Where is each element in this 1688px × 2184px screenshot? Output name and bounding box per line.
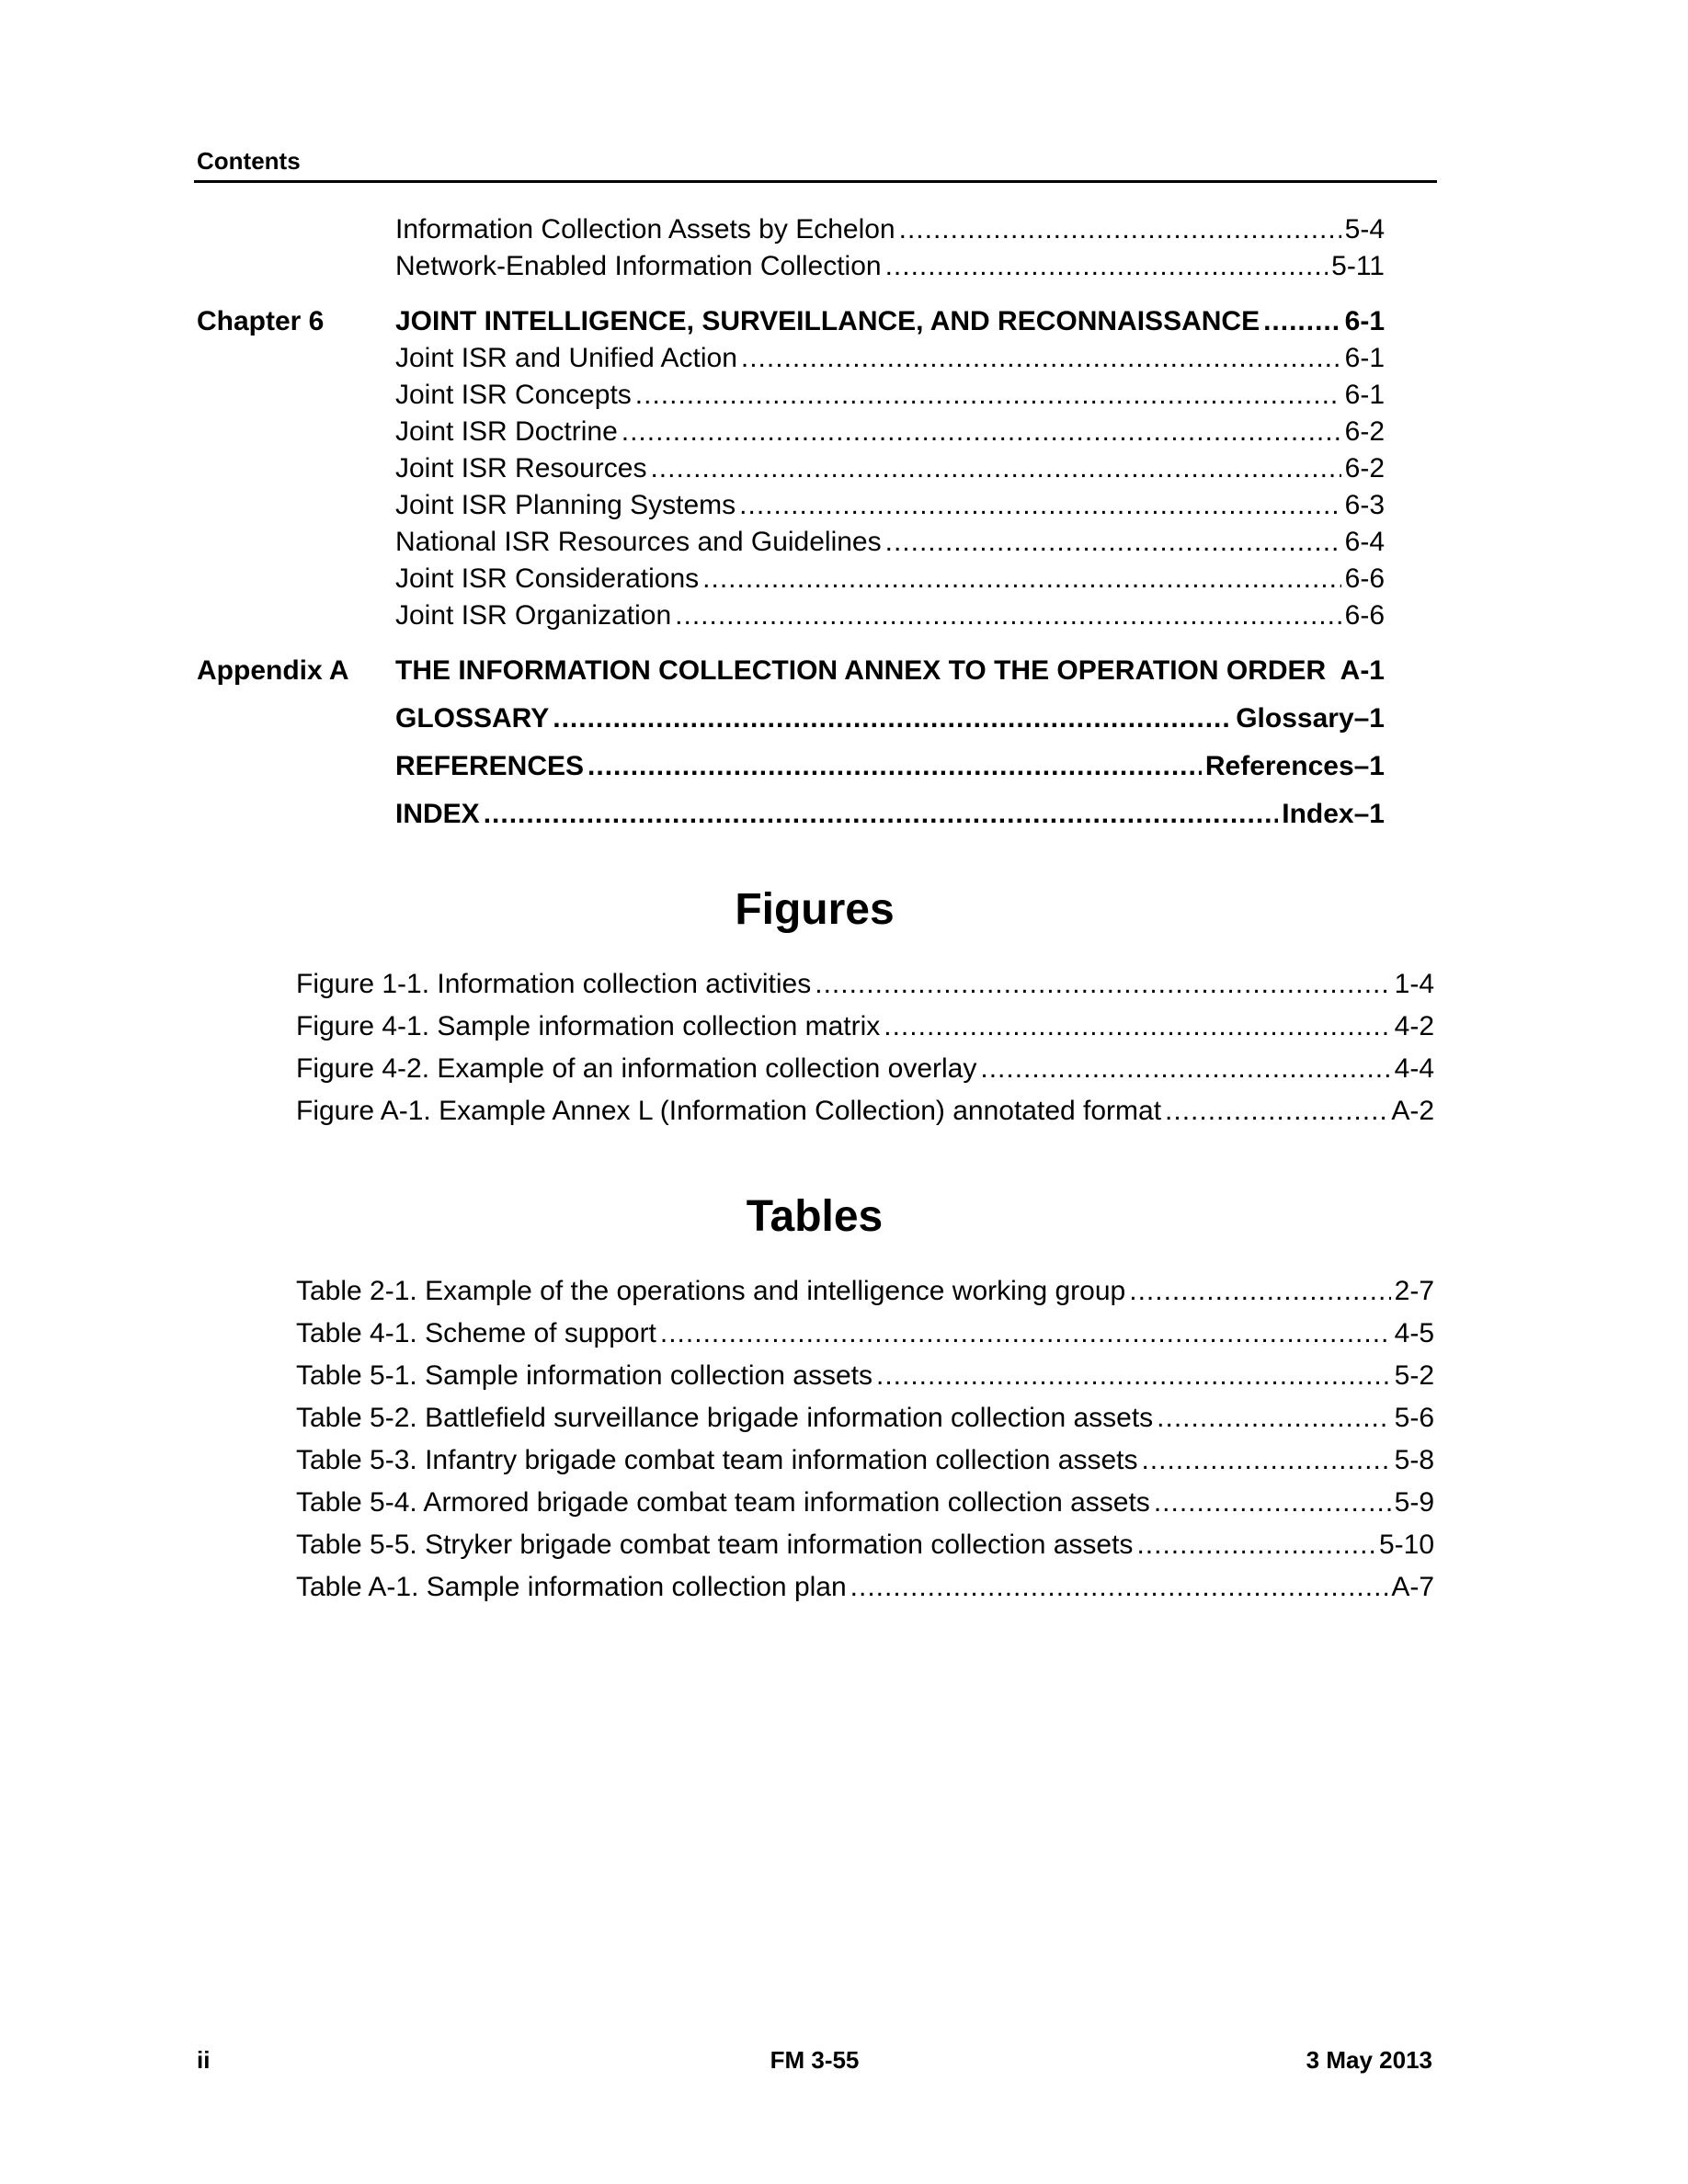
figure-entry[interactable]: Figure 1-1. Information collection activities ..... 1-4: [296, 963, 1434, 1006]
toc-entry[interactable]: Joint ISR Planning Systems ..... 6-3: [197, 487, 1385, 524]
table-entry[interactable]: Table 5-2. Battlefield surveillance brigade information collection assets ..... 5-6: [296, 1397, 1434, 1439]
table-of-contents: [197, 211, 1385, 844]
running-header: Contents: [197, 147, 301, 175]
figure-entry[interactable]: Figure A-1. Example Annex L (Information Collection) annotated format ..... A-2: [296, 1090, 1434, 1132]
toc-entry[interactable]: Joint ISR Organization ..... 6-6: [197, 597, 1385, 634]
table-entry[interactable]: Table 5-3. Infantry brigade combat team information collection assets ..... 5-8: [296, 1439, 1434, 1482]
footer-page-number: ii: [197, 2046, 211, 2074]
tables-heading: Tables: [746, 1192, 884, 1241]
toc-entry[interactable]: Joint ISR Resources ..... 6-2: [197, 450, 1385, 487]
table-entry[interactable]: Table 5-5. Stryker brigade combat team information collection assets ..... 5-10: [296, 1524, 1434, 1566]
toc-entry[interactable]: Network-Enabled Information Collection ..... 5-11: [197, 248, 1385, 285]
toc-chapter-heading[interactable]: Chapter 6 JOINT INTELLIGENCE, SURVEILLANCE, AND RECONNAISSANCE ..... 6-1: [197, 303, 1385, 340]
toc-chapter-6: [197, 303, 1385, 634]
figure-entry[interactable]: Figure 4-1. Sample information collection matrix ..... 4-2: [296, 1006, 1434, 1048]
figures-list: [296, 963, 1434, 1132]
table-entry[interactable]: Table 5-1. Sample information collection assets ..... 5-2: [296, 1355, 1434, 1397]
header-rule: [194, 180, 1437, 183]
table-entry[interactable]: Table 2-1. Example of the operations and intelligence working group ..... 2-7: [296, 1270, 1434, 1313]
footer-date: 3 May 2013: [1306, 2046, 1432, 2074]
chapter-label: Chapter 6: [197, 306, 325, 336]
toc-entry[interactable]: National ISR Resources and Guidelines ..... 6-4: [197, 524, 1385, 561]
toc-index[interactable]: INDEX ..... Index–1: [197, 796, 1385, 833]
footer-publication: FM 3-55: [770, 2046, 860, 2074]
toc-entry[interactable]: Joint ISR Doctrine ..... 6-2: [197, 414, 1385, 450]
toc-entry[interactable]: Joint ISR and Unified Action ..... 6-1: [197, 340, 1385, 377]
appendix-label: Appendix A: [197, 655, 349, 686]
figures-heading: Figures: [735, 885, 895, 934]
table-entry[interactable]: Table 4-1. Scheme of support ..... 4-5: [296, 1313, 1434, 1355]
toc-entry[interactable]: Information Collection Assets by Echelon ..... 5-4: [197, 211, 1385, 248]
table-entry[interactable]: Table 5-4. Armored brigade combat team information collection assets ..... 5-9: [296, 1482, 1434, 1524]
table-entry[interactable]: Table A-1. Sample information collection plan ..... A-7: [296, 1566, 1434, 1609]
toc-entry[interactable]: Joint ISR Concepts ..... 6-1: [197, 377, 1385, 414]
toc-references[interactable]: REFERENCES ..... References–1: [197, 748, 1385, 785]
toc-glossary[interactable]: GLOSSARY ..... Glossary–1: [197, 700, 1385, 737]
figure-entry[interactable]: Figure 4-2. Example of an information collection overlay ..... 4-4: [296, 1048, 1434, 1090]
toc-continued-group: [197, 211, 1385, 285]
toc-appendix-a[interactable]: Appendix A THE INFORMATION COLLECTION ANNEX TO THE OPERATION ORDER A-1: [197, 653, 1385, 689]
toc-entry[interactable]: Joint ISR Considerations ..... 6-6: [197, 561, 1385, 597]
tables-list: [296, 1270, 1434, 1609]
